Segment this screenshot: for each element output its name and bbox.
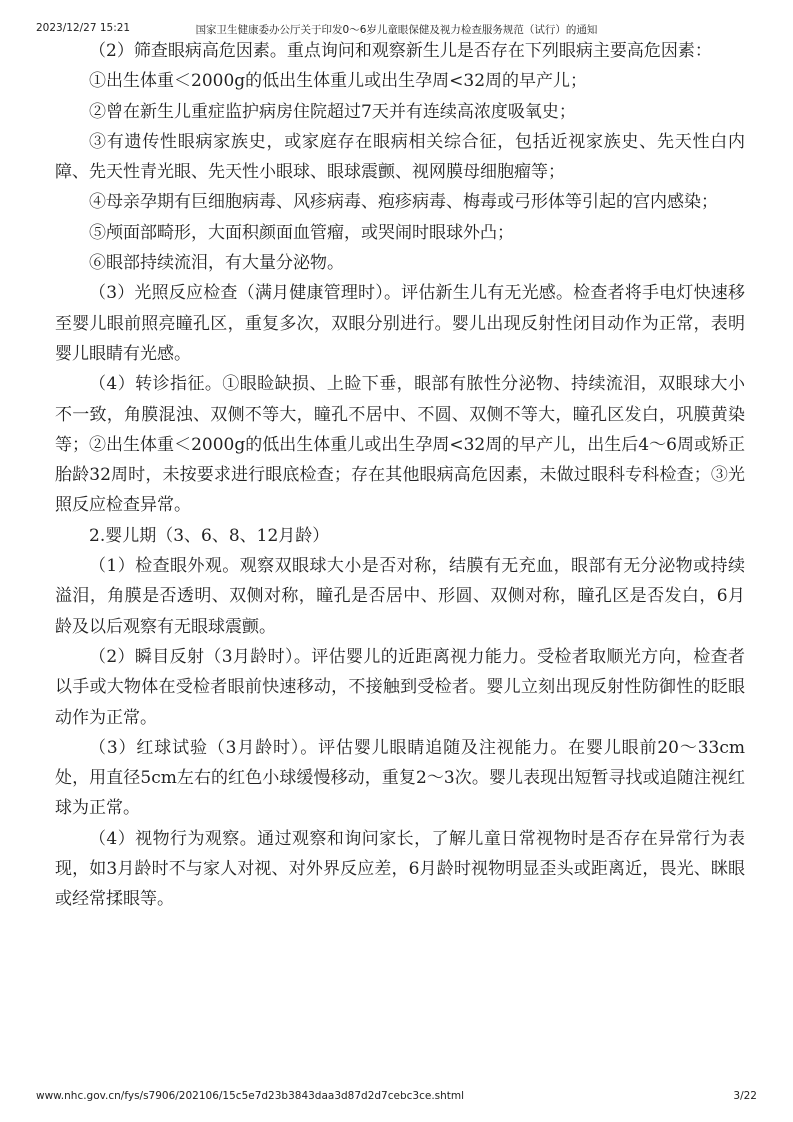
paragraph: （4）视物行为观察。通过观察和询问家长，了解儿童日常视物时是否存在异常行为表现，如3月龄时不与家人对视、对外界反应差，6月龄时视物明显歪头或距离近，畏光、眯眼或经常揉眼等。: [55, 828, 745, 910]
paragraph: （4）转诊指征。①眼睑缺损、上睑下垂，眼部有脓性分泌物、持续流泪，双眼球大小不一致，角膜混浊、双侧不等大，瞳孔不居中、不圆、双侧不等大，瞳孔区发白，巩膜黄染等；②出生体重＜2000g的低出生体重儿或出生孕周<32周的早产儿，出生后4～6周或矫正胎龄32周时，未按要求进行眼底检查；存在其他眼病高危因素，未做过眼科专科检查；③光照反应检查异常。: [55, 374, 745, 516]
paragraph: （3）光照反应检查（满月健康管理时）。评估新生儿有无光感。检查者将手电灯快速移至婴儿眼前照亮瞳孔区，重复多次，双眼分别进行。婴儿出现反射性闭目动作为正常，表明婴儿眼睛有光感。: [55, 283, 745, 364]
paragraph: （1）检查眼外观。观察双眼球大小是否对称，结膜有无充血，眼部有无分泌物或持续溢泪，角膜是否透明、双侧对称，瞳孔是否居中、形圆、双侧对称，瞳孔区是否发白，6月龄及以后观察有无眼球震颤。: [55, 556, 745, 637]
paragraph: ②曾在新生儿重症监护病房住院超过7天并有连续高浓度吸氧史；: [89, 101, 576, 122]
print-timestamp: 2023/12/27 15:21: [36, 22, 131, 34]
footer-url[interactable]: www.nhc.gov.cn/fys/s7906/202106/15c5e7d23b3843daa3d87d2d7cebc3ce.shtml: [36, 1090, 465, 1102]
document-title: 国家卫生健康委办公厅关于印发0～6岁儿童眼保健及视力检查服务规范（试行）的通知: [195, 24, 598, 36]
document-body: [55, 36, 745, 915]
paragraph: （2）瞬目反射（3月龄时）。评估婴儿的近距离视力能力。受检者取顺光方向，检查者以手或大物体在受检者眼前快速移动，不接触到受检者。婴儿立刻出现反射性防御性的眨眼动作为正常。: [55, 646, 745, 728]
paragraph: （2）筛查眼病高危因素。重点询问和观察新生儿是否存在下列眼病主要高危因素：: [89, 41, 712, 61]
page-number: 3/22: [733, 1090, 757, 1102]
paragraph: ⑤颅面部畸形，大面积颜面血管瘤，或哭闹时眼球外凸；: [89, 222, 514, 243]
paragraph: ③有遗传性眼病家族史，或家庭存在眼病相关综合征，包括近视家族史、先天性白内障、先天性青光眼、先天性小眼球、眼球震颤、视网膜母细胞瘤等；: [55, 131, 745, 183]
paragraph: ①出生体重＜2000g的低出生体重儿或出生孕周<32周的早产儿；: [89, 71, 588, 92]
paragraph: （3）红球试验（3月龄时）。评估婴儿眼睛追随及注视能力。在婴儿眼前20～33cm处，用直径5cm左右的红色小球缓慢移动，重复2～3次。婴儿表现出短暂寻找或追随注视红球为正常。: [55, 737, 745, 819]
paragraph: ⑥眼部持续流泪，有大量分泌物。: [89, 253, 344, 274]
paragraph: 2.婴儿期（3、6、8、12月龄）: [89, 525, 330, 546]
paragraph: ④母亲孕期有巨细胞病毒、风疹病毒、疱疹病毒、梅毒或弓形体等引起的宫内感染；: [89, 192, 718, 213]
